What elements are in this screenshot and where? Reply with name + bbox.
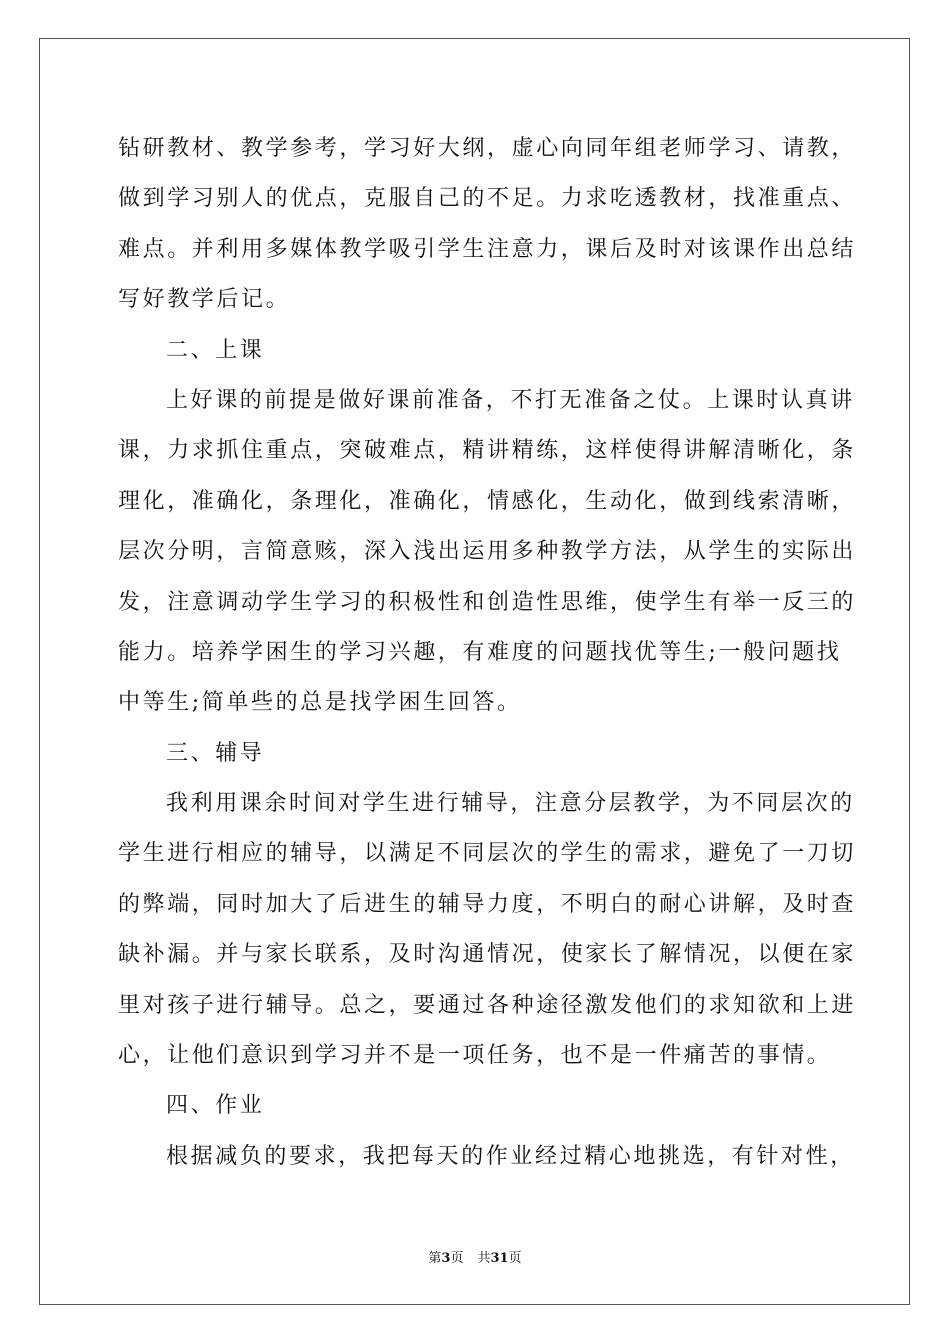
section-heading: 四、作业 [166, 1093, 265, 1119]
total-prefix: 共 [477, 1251, 491, 1266]
document-body [118, 124, 857, 1182]
section-heading: 二、上课 [166, 337, 265, 363]
text-line: 难点。并利用多媒体教学吸引学生注意力，课后及时对该课作出总结 [118, 236, 857, 262]
text-line: 学生进行相应的辅导，以满足不同层次的学生的需求，避免了一刀切 [118, 841, 857, 867]
text-line: 根据减负的要求，我把每天的作业经过精心地挑选，有针对性， [166, 1143, 855, 1169]
page-footer [0, 1247, 950, 1266]
page-suffix: 页 [450, 1251, 464, 1266]
text-line: 心，让他们意识到学习并不是一项任务，也不是一件痛苦的事情。 [118, 1043, 832, 1069]
text-line: 层次分明，言简意赅，深入浅出运用多种教学方法，从学生的实际出 [118, 539, 857, 565]
text-line: 能力。培养学困生的学习兴趣，有难度的问题找优等生;一般问题找 [118, 639, 842, 665]
text-line: 写好教学后记。 [118, 287, 291, 313]
section-heading: 三、辅导 [166, 740, 265, 766]
text-line: 钻研教材、教学参考，学习好大纲，虚心向同年组老师学习、请教， [118, 136, 857, 161]
text-line: 课，力求抓住重点，突破难点，精讲精练，这样使得讲解清晰化，条 [118, 438, 857, 464]
text-line: 中等生;简单些的总是找学困生回答。 [118, 690, 522, 716]
text-line: 理化，准确化，条理化，准确化，情感化，生动化，做到线索清晰， [118, 488, 857, 514]
text-line: 缺补漏。并与家长联系，及时沟通情况，使家长了解情况，以便在家 [118, 942, 857, 968]
page-prefix: 第 [428, 1251, 442, 1266]
text-line: 上好课的前提是做好课前准备，不打无准备之仗。上课时认真讲 [166, 387, 855, 413]
text-line: 发，注意调动学生学习的积极性和创造性思维，使学生有举一反三的 [118, 589, 857, 615]
total-suffix: 页 [508, 1251, 522, 1266]
text-line: 的弊端，同时加大了后进生的辅导力度，不明白的耐心讲解，及时查 [118, 891, 857, 917]
page-number: 3 [441, 1251, 451, 1266]
text-line: 做到学习别人的优点，克服自己的不足。力求吃透教材，找准重点、 [118, 186, 857, 212]
text-line: 里对孩子进行辅导。总之，要通过各种途径激发他们的求知欲和上进 [118, 992, 857, 1018]
total-pages: 31 [490, 1251, 509, 1266]
text-line: 我利用课余时间对学生进行辅导，注意分层教学，为不同层次的 [166, 791, 855, 817]
